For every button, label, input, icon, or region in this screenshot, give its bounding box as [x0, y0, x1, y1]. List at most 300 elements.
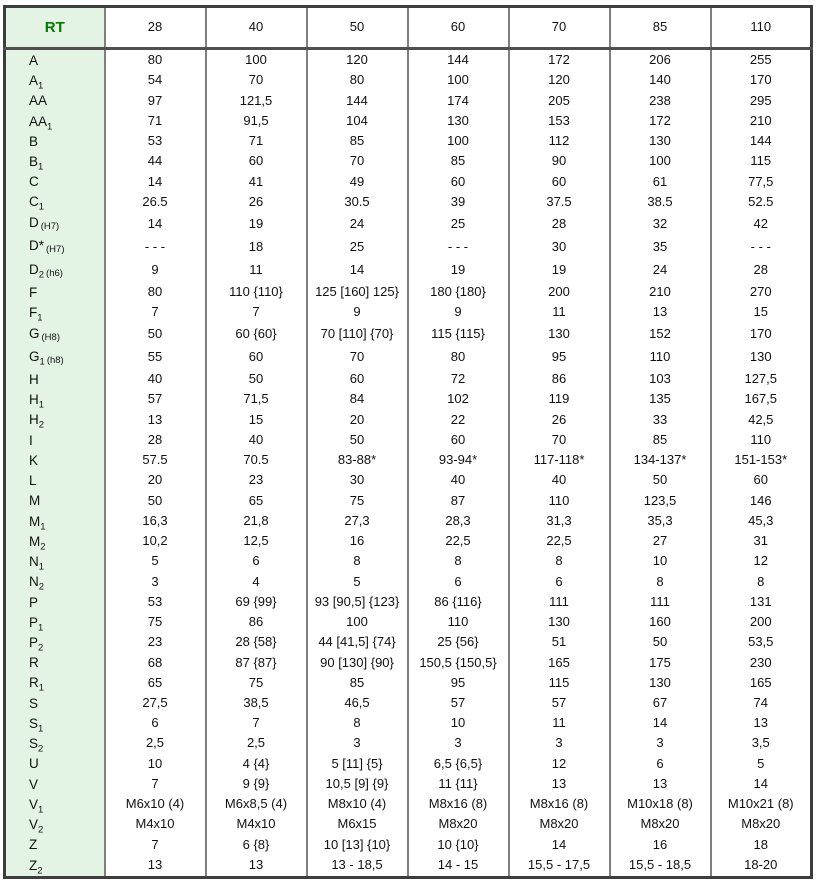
row-label	[5, 795, 105, 815]
value-cell: 119	[509, 390, 610, 410]
value-cell: 65	[105, 673, 206, 693]
value-cell: M8x20	[408, 815, 509, 835]
row-label-base: P	[29, 614, 39, 630]
value-cell: - - -	[105, 236, 206, 259]
value-cell: 85	[307, 673, 408, 693]
value-cell: 210	[711, 111, 812, 131]
value-cell: M8x20	[610, 815, 711, 835]
row-label-base: A	[29, 52, 39, 68]
row-label	[5, 410, 105, 430]
value-cell: 4 {4}	[206, 754, 307, 774]
value-cell: 165	[509, 653, 610, 673]
row-label-base: S	[29, 715, 39, 731]
row-label	[5, 754, 105, 774]
value-cell: 60	[408, 430, 509, 450]
value-cell: 26	[206, 192, 307, 212]
value-cell: 150,5 {150,5}	[408, 653, 509, 673]
row-label	[5, 653, 105, 673]
value-cell: 200	[711, 612, 812, 632]
value-cell: 31	[711, 531, 812, 551]
row-label-base: B	[29, 153, 39, 169]
row-label-tolerance-note: (H7)	[40, 221, 60, 233]
row-label-base: V	[29, 776, 39, 792]
value-cell: 19	[509, 259, 610, 282]
value-cell: 60	[509, 172, 610, 192]
value-cell: 9 {9}	[206, 774, 307, 794]
value-cell: 39	[408, 192, 509, 212]
row-label-base: U	[29, 756, 39, 772]
table-body	[5, 49, 812, 878]
value-cell: 175	[610, 653, 711, 673]
value-cell: 65	[206, 491, 307, 511]
value-cell: 27	[610, 531, 711, 551]
value-cell: 144	[307, 91, 408, 111]
row-label-tolerance-note: (H7)	[46, 244, 65, 256]
value-cell: 70.5	[206, 451, 307, 471]
value-cell: 130	[509, 612, 610, 632]
value-cell: 10,2	[105, 531, 206, 551]
row-label	[5, 592, 105, 612]
row-label-base: AA	[29, 93, 48, 109]
row-label-base: L	[29, 473, 37, 489]
value-cell: 22	[408, 410, 509, 430]
value-cell: 13	[711, 714, 812, 734]
value-cell: 28,3	[408, 511, 509, 531]
value-cell: 4	[206, 572, 307, 592]
value-cell: 95	[509, 346, 610, 369]
value-cell: 11 {11}	[408, 774, 509, 794]
table-row	[5, 653, 812, 673]
value-cell: 97	[105, 91, 206, 111]
row-label-subscript: 1	[40, 521, 46, 532]
value-cell: 32	[610, 212, 711, 235]
row-label	[5, 673, 105, 693]
value-cell: 57.5	[105, 451, 206, 471]
value-cell: 151-153*	[711, 451, 812, 471]
value-cell: 50	[610, 633, 711, 653]
value-cell: 41	[206, 172, 307, 192]
row-label	[5, 91, 105, 111]
value-cell: 60	[408, 172, 509, 192]
table-row	[5, 236, 812, 259]
value-cell: 125 [160] 125}	[307, 282, 408, 302]
row-label	[5, 633, 105, 653]
table-row	[5, 795, 812, 815]
value-cell: 6	[610, 754, 711, 774]
value-cell: 111	[509, 592, 610, 612]
value-cell: 95	[408, 673, 509, 693]
row-label-base: D	[29, 261, 39, 277]
row-label-subscript: 2	[38, 824, 44, 835]
row-label	[5, 774, 105, 794]
table-row	[5, 451, 812, 471]
value-cell: 22,5	[408, 531, 509, 551]
value-cell: 15	[206, 410, 307, 430]
value-cell: 5	[105, 552, 206, 572]
value-cell: 15,5 - 18,5	[610, 855, 711, 877]
row-label-base: P	[29, 635, 39, 650]
value-cell: 6 {8}	[206, 835, 307, 855]
row-label-subscript: 1	[37, 312, 43, 323]
value-cell: 10 {10}	[408, 835, 509, 855]
value-cell: 13	[105, 410, 206, 430]
value-cell: 60	[711, 471, 812, 491]
row-label-subscript: 2	[38, 581, 45, 593]
value-cell: 30	[307, 471, 408, 491]
value-cell: 80	[307, 71, 408, 91]
value-cell: 86 {116}	[408, 592, 509, 612]
table-row	[5, 152, 812, 172]
value-cell: 45,3	[711, 511, 812, 531]
row-label	[5, 303, 105, 323]
value-cell: 71	[206, 131, 307, 151]
row-label-base: G	[29, 348, 40, 364]
row-label-base: V	[29, 817, 39, 833]
value-cell: 10 [13] {10}	[307, 835, 408, 855]
row-label	[5, 471, 105, 491]
value-cell: 180 {180}	[408, 282, 509, 302]
value-cell: M8x16 (8)	[408, 795, 509, 815]
value-cell: 127,5	[711, 370, 812, 390]
table-row	[5, 390, 812, 410]
row-label-base: AA	[29, 113, 48, 129]
row-label-base: R	[29, 655, 39, 671]
value-cell: 103	[610, 370, 711, 390]
value-cell: 230	[711, 653, 812, 673]
value-cell: M10x18 (8)	[610, 795, 711, 815]
value-cell: M8x16 (8)	[509, 795, 610, 815]
table-row	[5, 282, 812, 302]
value-cell: 6	[408, 572, 509, 592]
value-cell: 50	[610, 471, 711, 491]
value-cell: 50	[105, 323, 206, 346]
table-row	[5, 212, 812, 235]
value-cell: 13	[610, 774, 711, 794]
row-label	[5, 511, 105, 531]
row-label	[5, 192, 105, 212]
value-cell: M8x20	[711, 815, 812, 835]
row-label-base: B	[29, 133, 39, 149]
row-label	[5, 259, 105, 282]
value-cell: 140	[610, 71, 711, 91]
value-cell: 40	[509, 471, 610, 491]
value-cell: 26.5	[105, 192, 206, 212]
value-cell: 53	[105, 131, 206, 151]
value-cell: 160	[610, 612, 711, 632]
row-label-base: S	[29, 736, 39, 752]
value-cell: 167,5	[711, 390, 812, 410]
table-row	[5, 471, 812, 491]
value-cell: 70	[307, 152, 408, 172]
value-cell: 10	[408, 714, 509, 734]
table-row	[5, 71, 812, 91]
row-label-subscript: 2	[38, 269, 45, 281]
value-cell: 60	[206, 346, 307, 369]
rt-dimensions-table	[3, 5, 813, 879]
value-cell: M8x10 (4)	[307, 795, 408, 815]
value-cell: 205	[509, 91, 610, 111]
value-cell: 144	[711, 131, 812, 151]
row-label	[5, 572, 105, 592]
value-cell: 5 [11] {5}	[307, 754, 408, 774]
value-cell: 69 {99}	[206, 592, 307, 612]
value-cell: 25	[408, 212, 509, 235]
value-cell: 170	[711, 323, 812, 346]
value-cell: 35,3	[610, 511, 711, 531]
value-cell: 25	[307, 236, 408, 259]
value-cell: 21,8	[206, 511, 307, 531]
value-cell: 53	[105, 592, 206, 612]
value-cell: 50	[206, 370, 307, 390]
value-cell: 13	[509, 774, 610, 794]
value-cell: 75	[307, 491, 408, 511]
row-label-subscript: 2	[38, 642, 44, 653]
table-row	[5, 303, 812, 323]
value-cell: 70	[307, 346, 408, 369]
value-cell: 3	[509, 734, 610, 754]
value-cell: 15,5 - 17,5	[509, 855, 610, 877]
row-label-base: C	[29, 174, 39, 190]
row-label-tolerance-note: (h6)	[46, 267, 63, 279]
value-cell: 206	[610, 49, 711, 71]
row-label-subscript: 2	[38, 743, 44, 755]
value-cell: 110	[711, 430, 812, 450]
value-cell: 71,5	[206, 390, 307, 410]
value-cell: 28	[105, 430, 206, 450]
row-label-base: H	[29, 412, 39, 428]
value-cell: 152	[610, 323, 711, 346]
value-cell: 22,5	[509, 531, 610, 551]
row-label-subscript: 1	[38, 202, 45, 213]
value-cell: 6	[509, 572, 610, 592]
value-cell: 33	[610, 410, 711, 430]
row-label-subscript: 1	[38, 683, 45, 694]
value-cell: 70	[206, 71, 307, 91]
table-row	[5, 511, 812, 531]
row-label-base: S	[29, 695, 39, 711]
value-cell: 57	[509, 693, 610, 713]
value-cell: 100	[610, 152, 711, 172]
row-label	[5, 714, 105, 734]
table-row	[5, 774, 812, 794]
value-cell: 51	[509, 633, 610, 653]
row-label-tolerance-note: (h8)	[46, 354, 64, 366]
value-cell: 238	[610, 91, 711, 111]
value-cell: 83-88*	[307, 451, 408, 471]
value-cell: 115	[711, 152, 812, 172]
value-cell: 90	[509, 152, 610, 172]
value-cell: 84	[307, 390, 408, 410]
table-row	[5, 91, 812, 111]
row-label-subscript: 1	[38, 161, 44, 172]
value-cell: 9	[408, 303, 509, 323]
value-cell: 60	[206, 152, 307, 172]
table-row	[5, 111, 812, 131]
value-cell: 16,3	[105, 511, 206, 531]
table-row	[5, 572, 812, 592]
value-cell: 52.5	[711, 192, 812, 212]
row-label	[5, 734, 105, 754]
value-cell: 60	[307, 370, 408, 390]
value-cell: 8	[408, 552, 509, 572]
value-cell: 14	[711, 774, 812, 794]
row-label-base: A	[29, 73, 39, 89]
value-cell: 123,5	[610, 491, 711, 511]
value-cell: 8	[509, 552, 610, 572]
value-cell: 135	[610, 390, 711, 410]
row-label	[5, 282, 105, 302]
row-label-subscript: 1	[38, 622, 44, 633]
value-cell: M4x10	[206, 815, 307, 835]
value-cell: 100	[408, 131, 509, 151]
value-cell: 86	[206, 612, 307, 632]
row-label	[5, 491, 105, 511]
row-label	[5, 430, 105, 450]
row-label-subscript: 1	[39, 356, 45, 368]
table-row	[5, 835, 812, 855]
value-cell: 255	[711, 49, 812, 71]
value-cell: 100	[408, 71, 509, 91]
table-row	[5, 491, 812, 511]
row-label-base: D	[29, 215, 39, 231]
value-cell: 8	[307, 714, 408, 734]
value-cell: 23	[206, 471, 307, 491]
value-cell: - - -	[408, 236, 509, 259]
value-cell: 130	[509, 323, 610, 346]
row-label-base: M	[29, 513, 41, 529]
value-cell: 19	[408, 259, 509, 282]
table-row	[5, 552, 812, 572]
value-cell: 68	[105, 653, 206, 673]
row-label-subscript: 1	[38, 399, 45, 411]
value-cell: 28 {58}	[206, 633, 307, 653]
row-label	[5, 835, 105, 855]
value-cell: M6x15	[307, 815, 408, 835]
value-cell: 77,5	[711, 172, 812, 192]
table-row	[5, 855, 812, 877]
value-cell: 44 [41,5] {74}	[307, 633, 408, 653]
value-cell: 2,5	[206, 734, 307, 754]
value-cell: 7	[105, 303, 206, 323]
value-cell: 7	[105, 835, 206, 855]
value-cell: 40	[206, 430, 307, 450]
row-label	[5, 212, 105, 235]
row-label-base: P	[29, 594, 39, 610]
value-cell: 3,5	[711, 734, 812, 754]
value-cell: 200	[509, 282, 610, 302]
row-label-base: G	[29, 325, 40, 341]
value-cell: 80	[408, 346, 509, 369]
row-label-base: H	[29, 392, 39, 408]
value-cell: 3	[105, 572, 206, 592]
value-cell: 2,5	[105, 734, 206, 754]
value-cell: M8x20	[509, 815, 610, 835]
value-cell: 20	[307, 410, 408, 430]
value-cell: 10,5 [9] {9}	[307, 774, 408, 794]
value-cell: 85	[307, 131, 408, 151]
value-cell: 87 {87}	[206, 653, 307, 673]
value-cell: 110	[408, 612, 509, 632]
value-cell: 46,5	[307, 693, 408, 713]
value-cell: 93-94*	[408, 451, 509, 471]
value-cell: 57	[105, 390, 206, 410]
value-cell: 5	[711, 754, 812, 774]
value-cell: 7	[206, 714, 307, 734]
value-cell: M6x8,5 (4)	[206, 795, 307, 815]
value-cell: 90 [130] {90}	[307, 653, 408, 673]
value-cell: 110	[610, 346, 711, 369]
value-cell: 93 [90,5] {123}	[307, 592, 408, 612]
value-cell: 30.5	[307, 192, 408, 212]
value-cell: 75	[105, 612, 206, 632]
size-column-header-110: 110	[711, 7, 812, 49]
value-cell: 30	[509, 236, 610, 259]
value-cell: 117-118*	[509, 451, 610, 471]
row-label	[5, 152, 105, 172]
row-label	[5, 390, 105, 410]
value-cell: 18	[711, 835, 812, 855]
value-cell: 55	[105, 346, 206, 369]
value-cell: 20	[105, 471, 206, 491]
table-row	[5, 370, 812, 390]
row-label	[5, 451, 105, 471]
value-cell: 174	[408, 91, 509, 111]
row-label	[5, 531, 105, 551]
value-cell: 130	[711, 346, 812, 369]
row-label	[5, 815, 105, 835]
value-cell: 42,5	[711, 410, 812, 430]
value-cell: M4x10	[105, 815, 206, 835]
table-row	[5, 815, 812, 835]
table-row	[5, 410, 812, 430]
row-label	[5, 323, 105, 346]
value-cell: 14	[509, 835, 610, 855]
value-cell: 14	[105, 172, 206, 192]
value-cell: 131	[711, 592, 812, 612]
value-cell: 7	[105, 774, 206, 794]
value-cell: 120	[509, 71, 610, 91]
table-row	[5, 633, 812, 653]
value-cell: 172	[509, 49, 610, 71]
value-cell: 115 {115}	[408, 323, 509, 346]
value-cell: 26	[509, 410, 610, 430]
table-row	[5, 531, 812, 551]
row-label-subscript: 1	[38, 80, 44, 91]
value-cell: 13 - 18,5	[307, 855, 408, 877]
table-row	[5, 430, 812, 450]
row-label-subscript: 1	[47, 121, 53, 132]
row-label	[5, 71, 105, 91]
value-cell: 8	[307, 552, 408, 572]
table-row	[5, 131, 812, 151]
value-cell: 100	[206, 49, 307, 71]
value-cell: 11	[509, 303, 610, 323]
row-label	[5, 172, 105, 192]
row-label-base: F	[29, 305, 38, 320]
size-column-header-40: 40	[206, 7, 307, 49]
row-label	[5, 131, 105, 151]
value-cell: 8	[610, 572, 711, 592]
value-cell: 80	[105, 49, 206, 71]
value-cell: 210	[610, 282, 711, 302]
value-cell: 12	[711, 552, 812, 572]
size-column-header-50: 50	[307, 7, 408, 49]
value-cell: 14	[105, 212, 206, 235]
value-cell: 14	[307, 259, 408, 282]
row-label-base: H	[29, 371, 39, 387]
value-cell: 130	[408, 111, 509, 131]
table-row	[5, 259, 812, 282]
